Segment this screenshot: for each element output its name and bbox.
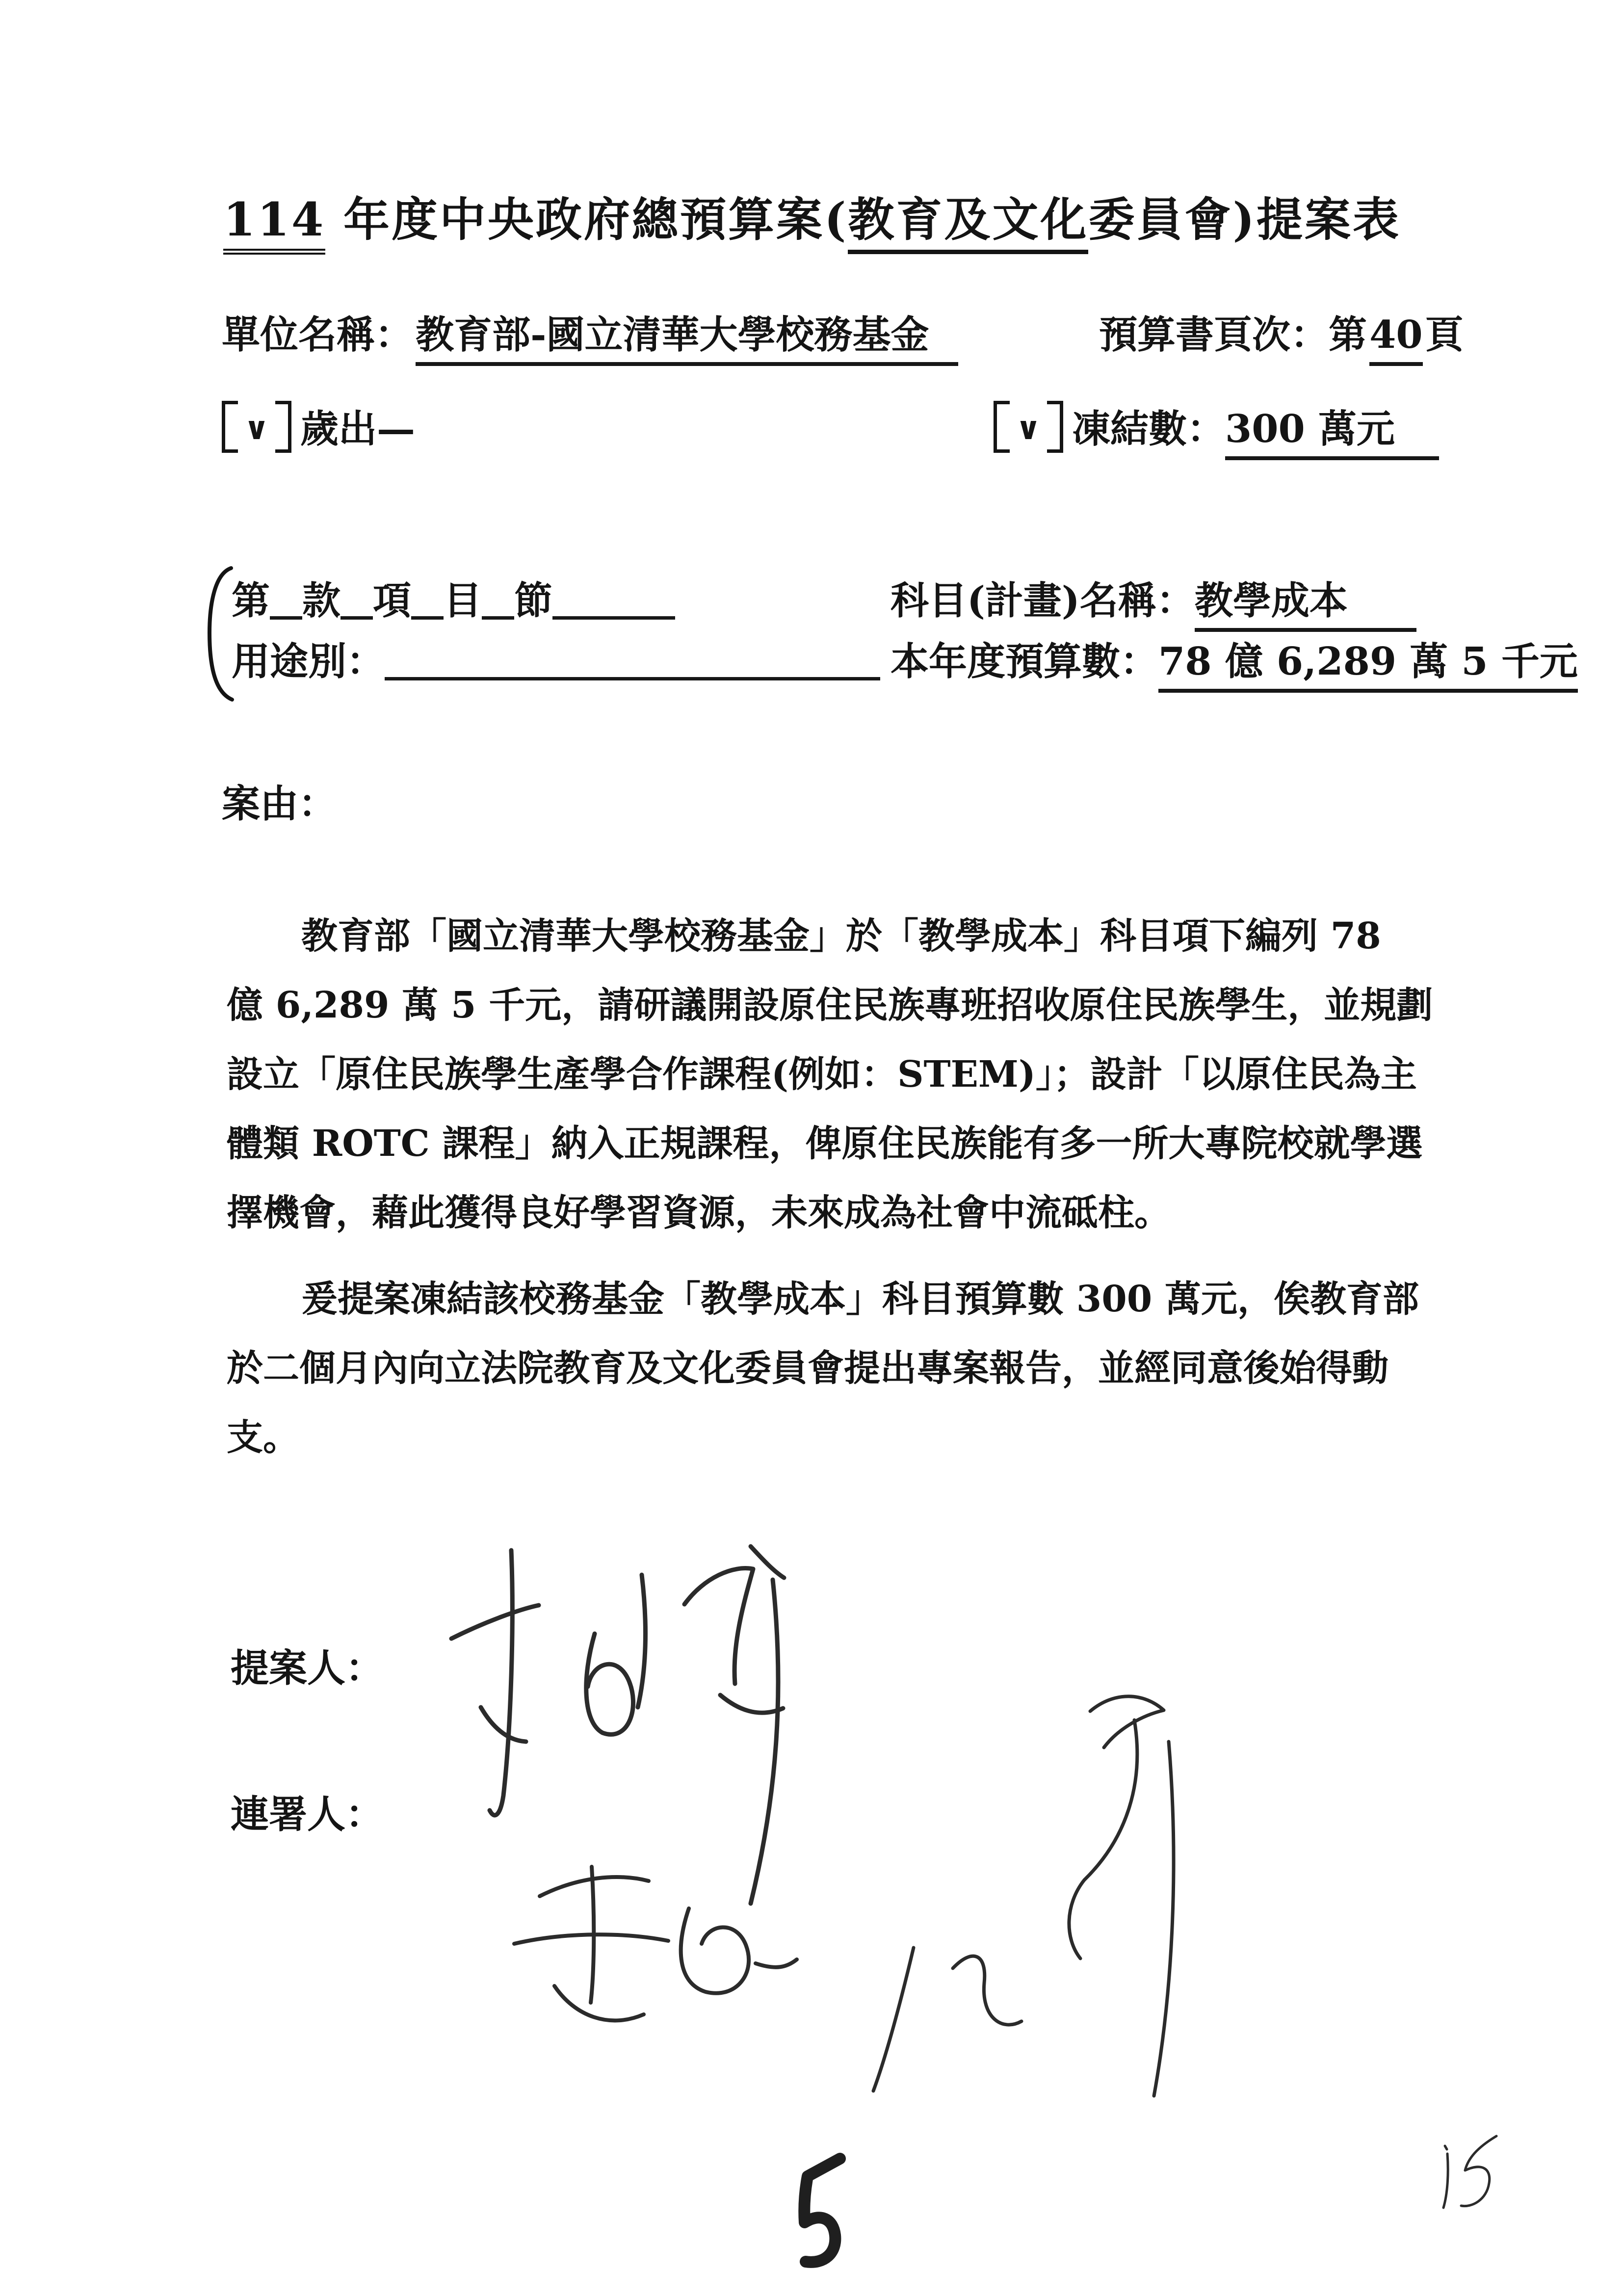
cosigner-signature-1 xyxy=(481,1840,814,2051)
proposer-label: 提案人： xyxy=(231,1646,384,1691)
subject-line xyxy=(891,570,1416,625)
blank-underline xyxy=(341,582,373,620)
paragraph-line: 爰提案凍結該校務基金「教學成本」科目預算數 300 萬元，俟教育部 xyxy=(301,1278,1419,1320)
usage-label: 用途別： xyxy=(232,639,385,684)
subject-value: 教學成本 xyxy=(1195,578,1416,632)
budget-book-page-number: 40 xyxy=(1369,313,1423,366)
case-paragraph-1 xyxy=(227,902,1433,1248)
blank-underline xyxy=(270,582,302,620)
budget-book-page-suffix: 頁 xyxy=(1425,313,1464,357)
expenditure-label: 歲出— xyxy=(300,407,415,451)
clause-char: 項 xyxy=(373,578,412,623)
paragraph-line: 於二個月內向立法院教育及文化委員會提出專案報告，並經同意後始得動 xyxy=(227,1347,1388,1389)
expenditure-checkbox-row xyxy=(222,398,415,453)
paragraph-line: 擇機會，藉此獲得良好學習資源，未來成為社會中流砥柱。 xyxy=(227,1192,1171,1234)
paragraph-line: 設立「原住民族學生產學合作課程(例如：STEM)」；設計「以原住民為主 xyxy=(227,1053,1417,1096)
blank-underline xyxy=(385,643,880,680)
freeze-checkmark: ∨ xyxy=(1016,411,1041,447)
title-year: 114 xyxy=(223,193,325,255)
checkbox-bracket-open xyxy=(994,401,1010,453)
cosigner-signature-2 xyxy=(790,1673,1222,2114)
handwritten-page-number-5 xyxy=(785,2148,849,2270)
clause-char: 款 xyxy=(302,578,341,623)
budget-book-page-row xyxy=(1099,304,1464,359)
clause-item-line xyxy=(232,570,675,625)
blank-underline xyxy=(482,582,514,620)
budget-book-page-label: 預算書頁次： xyxy=(1099,313,1329,357)
budget-line xyxy=(891,631,1578,686)
title-mid: 年度中央政府總預算案( xyxy=(325,193,848,247)
freeze-amount-label: 凍結數： xyxy=(1072,407,1225,451)
blank-underline xyxy=(552,582,675,620)
budget-value: 78 億 6,289 萬 5 千元 xyxy=(1158,639,1578,693)
page-title xyxy=(0,183,1624,249)
unit-name-row xyxy=(222,304,958,359)
subject-label: 科目(計畫)名稱： xyxy=(891,578,1195,623)
clause-char: 目 xyxy=(444,578,482,623)
freeze-amount-value: 300 萬元 xyxy=(1225,407,1439,460)
unit-name-value: 教育部-國立清華大學校務基金 xyxy=(416,313,958,366)
budget-label: 本年度預算數： xyxy=(891,639,1159,684)
freeze-amount-row xyxy=(994,398,1439,453)
blank-underline xyxy=(411,582,444,620)
cosigner-label: 連署人： xyxy=(231,1792,384,1837)
paragraph-line: 教育部「國立清華大學校務基金」於「教學成本」科目項下編列 78 xyxy=(301,915,1381,957)
title-tail: 委員會)提案表 xyxy=(1088,193,1401,247)
checkbox-bracket-close xyxy=(275,401,291,453)
budget-book-page-prefix: 第 xyxy=(1329,313,1367,357)
case-label: 案由： xyxy=(222,782,337,826)
expenditure-checkmark: ∨ xyxy=(244,411,269,447)
title-committee: 教育及文化 xyxy=(848,193,1088,254)
usage-line xyxy=(232,631,880,686)
paragraph-line: 體類 ROTC 課程」納入正規課程，俾原住民族能有多一所大專院校就學選 xyxy=(227,1122,1423,1165)
case-paragraph-2 xyxy=(227,1265,1419,1472)
clause-char: 節 xyxy=(514,578,553,623)
checkbox-bracket-open xyxy=(222,401,238,453)
paragraph-line: 支。 xyxy=(227,1416,299,1459)
unit-name-label: 單位名稱： xyxy=(222,313,414,357)
paragraph-line: 億 6,289 萬 5 千元，請研議開設原住民族專班招收原住民族學生，並規劃 xyxy=(227,984,1433,1026)
clause-char: 第 xyxy=(232,578,270,623)
handwritten-page-number-15 xyxy=(1433,2128,1506,2212)
checkbox-bracket-close xyxy=(1047,401,1063,453)
